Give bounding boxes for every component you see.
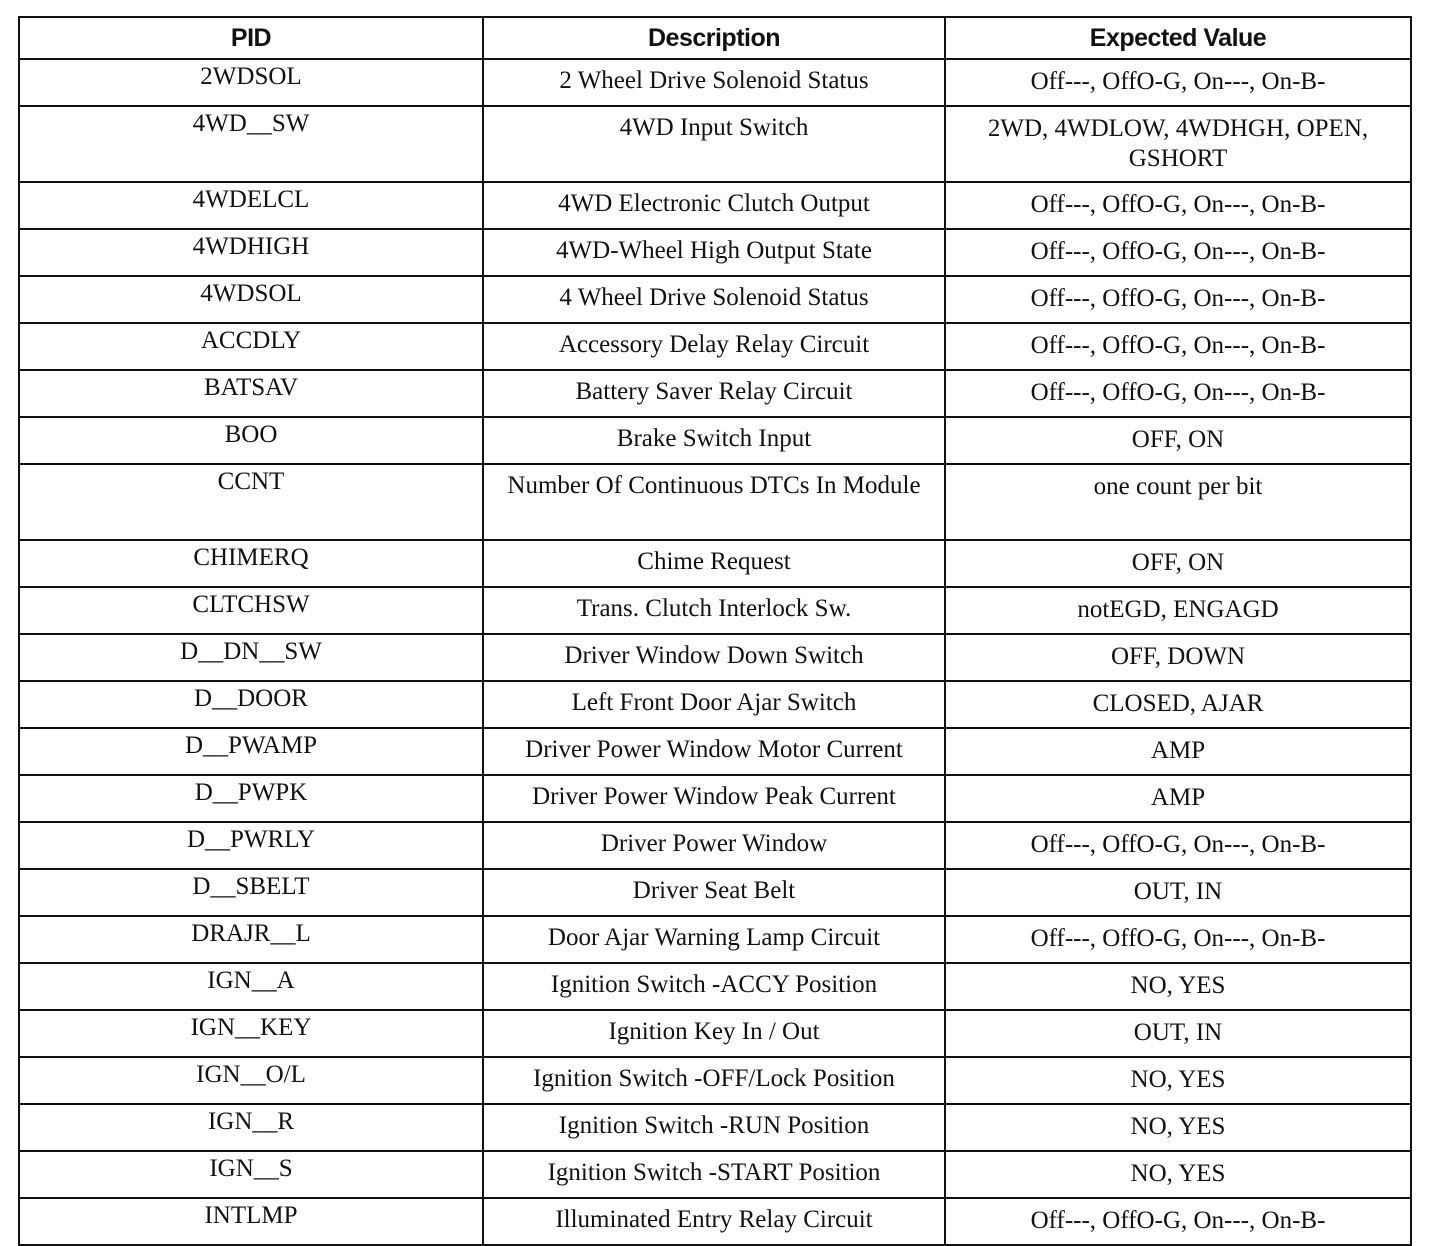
table-row [19,540,1411,587]
cell-expected-value: Off---, OffO-G, On---, On-B- [945,59,1411,106]
cell-pid: ACCDLY [19,323,483,370]
cell-expected-value: OFF, DOWN [945,634,1411,681]
cell-pid: D__PWAMP [19,728,483,775]
pid-table [18,16,1412,1246]
cell-description: Illuminated Entry Relay Circuit [483,1198,945,1245]
table-row [19,1198,1411,1245]
table-row [19,182,1411,229]
cell-description: Number Of Continuous DTCs In Module [483,464,945,540]
cell-pid: INTLMP [19,1198,483,1245]
cell-pid: IGN__O/L [19,1057,483,1104]
cell-pid: 4WDSOL [19,276,483,323]
cell-expected-value: OUT, IN [945,869,1411,916]
cell-expected-value: Off---, OffO-G, On---, On-B- [945,323,1411,370]
header-pid: PID [19,17,483,59]
table-row [19,417,1411,464]
header-description: Description [483,17,945,59]
cell-expected-value: OFF, ON [945,540,1411,587]
table-row [19,59,1411,106]
cell-expected-value: one count per bit [945,464,1411,540]
cell-expected-value: NO, YES [945,1104,1411,1151]
cell-expected-value: OFF, ON [945,417,1411,464]
cell-description: Driver Power Window Motor Current [483,728,945,775]
cell-expected-value: Off---, OffO-G, On---, On-B- [945,822,1411,869]
cell-pid: IGN__A [19,963,483,1010]
cell-expected-value: Off---, OffO-G, On---, On-B- [945,229,1411,276]
cell-pid: CLTCHSW [19,587,483,634]
cell-pid: 4WD__SW [19,106,483,182]
table-row [19,822,1411,869]
table-row [19,323,1411,370]
cell-pid: D__DN__SW [19,634,483,681]
cell-description: Accessory Delay Relay Circuit [483,323,945,370]
cell-pid: 4WDELCL [19,182,483,229]
cell-description: Left Front Door Ajar Switch [483,681,945,728]
table-row [19,276,1411,323]
cell-pid: BATSAV [19,370,483,417]
cell-description: 2 Wheel Drive Solenoid Status [483,59,945,106]
table-row [19,1010,1411,1057]
cell-description: Chime Request [483,540,945,587]
table-row [19,106,1411,182]
cell-expected-value: Off---, OffO-G, On---, On-B- [945,916,1411,963]
table-row [19,464,1411,540]
cell-pid: IGN__R [19,1104,483,1151]
cell-description: 4 Wheel Drive Solenoid Status [483,276,945,323]
table-header-row [19,17,1411,59]
table-row [19,1057,1411,1104]
cell-expected-value: NO, YES [945,1151,1411,1198]
cell-expected-value: AMP [945,775,1411,822]
cell-expected-value: NO, YES [945,963,1411,1010]
cell-description: Driver Window Down Switch [483,634,945,681]
cell-pid: D__PWPK [19,775,483,822]
cell-pid: 2WDSOL [19,59,483,106]
cell-description: Battery Saver Relay Circuit [483,370,945,417]
cell-expected-value: OUT, IN [945,1010,1411,1057]
table-row [19,587,1411,634]
table-row [19,1151,1411,1198]
cell-pid: D__PWRLY [19,822,483,869]
cell-description: Trans. Clutch Interlock Sw. [483,587,945,634]
cell-pid: D__SBELT [19,869,483,916]
cell-expected-value: Off---, OffO-G, On---, On-B- [945,1198,1411,1245]
table-row [19,775,1411,822]
cell-description: Ignition Switch -ACCY Position [483,963,945,1010]
cell-description: Door Ajar Warning Lamp Circuit [483,916,945,963]
table-row [19,916,1411,963]
cell-expected-value: CLOSED, AJAR [945,681,1411,728]
table-row [19,634,1411,681]
cell-description: Driver Power Window [483,822,945,869]
table-row [19,963,1411,1010]
cell-expected-value: NO, YES [945,1057,1411,1104]
table-row [19,1104,1411,1151]
table-row [19,869,1411,916]
cell-pid: 4WDHIGH [19,229,483,276]
cell-description: 4WD Electronic Clutch Output [483,182,945,229]
cell-description: Ignition Switch -RUN Position [483,1104,945,1151]
cell-expected-value: Off---, OffO-G, On---, On-B- [945,182,1411,229]
cell-expected-value: Off---, OffO-G, On---, On-B- [945,276,1411,323]
table-row [19,370,1411,417]
cell-pid: CCNT [19,464,483,540]
cell-expected-value: Off---, OffO-G, On---, On-B- [945,370,1411,417]
table-body [19,59,1411,1245]
cell-description: 4WD-Wheel High Output State [483,229,945,276]
cell-pid: D__DOOR [19,681,483,728]
cell-pid: DRAJR__L [19,916,483,963]
table-row [19,229,1411,276]
cell-expected-value: 2WD, 4WDLOW, 4WDHGH, OPEN, GSHORT [945,106,1411,182]
cell-description: Ignition Switch -START Position [483,1151,945,1198]
cell-description: Driver Seat Belt [483,869,945,916]
cell-expected-value: AMP [945,728,1411,775]
cell-description: 4WD Input Switch [483,106,945,182]
cell-pid: IGN__KEY [19,1010,483,1057]
table-row [19,681,1411,728]
cell-pid: CHIMERQ [19,540,483,587]
cell-pid: BOO [19,417,483,464]
cell-description: Driver Power Window Peak Current [483,775,945,822]
cell-description: Brake Switch Input [483,417,945,464]
cell-description: Ignition Key In / Out [483,1010,945,1057]
cell-expected-value: notEGD, ENGAGD [945,587,1411,634]
cell-description: Ignition Switch -OFF/Lock Position [483,1057,945,1104]
cell-pid: IGN__S [19,1151,483,1198]
table-row [19,728,1411,775]
header-expected-value: Expected Value [945,17,1411,59]
